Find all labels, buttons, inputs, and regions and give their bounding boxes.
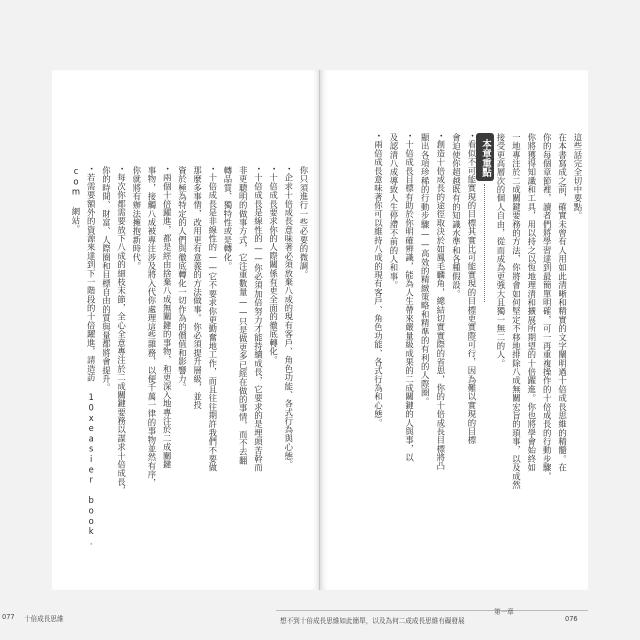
text-column: • 若需要額外的資源來達到下一階段的十倍躍進，請造訪 10xeasier book. — [85, 166, 97, 547]
text-column: • 十倍成長目標有助於你明確辨識，能為人生帶來嚴量級成果的二成關鍵的人與事，以 — [404, 133, 416, 462]
text-column: • 創造十倍成長的途徑取決於如鳳毛麟角，總結切實實際的省思，你的十倍成長目標將凸 — [435, 133, 447, 471]
text-column: 在本書寫成之前，確實未曾有人用如此清晰和精實的文字闡明過十倍成長思維的精髓。在 — [557, 133, 568, 472]
left-page-number: 077 — [2, 613, 15, 621]
text-column: 及認清八成導致人生停滯不前的人和事。 — [389, 133, 399, 290]
left-running-title: 十倍成長思維 — [24, 615, 64, 623]
chapter-summary-badge: 本章重點 — [476, 133, 494, 181]
text-column: 非更聰明的做事方式，它注重數量——只是做更多已經在做的事情，而不去翻 — [238, 166, 249, 465]
text-column: • 每次你都需要放下八成的細枝末節，全心全意專注於二成關鍵要務以謀求十倍成長， — [116, 166, 128, 495]
text-column: 轉品質、獨特性或是轉化。 — [223, 166, 233, 271]
text-column: 一地專注於二成關鍵要務的方法，你將會如何堅定不移地排除八成無關宏旨的瑣事，以及成然 — [511, 133, 522, 490]
text-column: 你將獲得知識和工具，用以持之以恆地理清和擴展所期望的十倍躍進。你也將學會始終如 — [526, 133, 537, 472]
text-column: 接受更高層次的個人自由，從而成為更強大且獨一無二的人。 — [496, 133, 506, 368]
text-column: 你的每個章節裡，讀者們將學習達到最簡單明確，可一再重複操作的十倍成長的行動步驟， — [542, 133, 553, 481]
text-column: 你的時間、財富、人際圈和目標自由的質與量都將會提升。 — [101, 166, 112, 392]
chapter-label: 第一章 — [494, 608, 514, 616]
text-column: com 網站。 — [71, 166, 81, 234]
text-column: • 企求十倍成長意味著必須放棄八成的現有客戶、角色功能、各式行為與心態。 — [283, 166, 295, 469]
text-column: • 兩個十倍躍進，都是經由捨棄八成無關鍵的事物，和更深入地專注於二成關鍵 — [161, 166, 173, 469]
footer-rule — [276, 610, 588, 611]
text-column: 顯出各項珍稀的行動步驟——高效的精緻策略和精準的有利的人際圈。 — [420, 133, 431, 406]
text-column: • 十倍成長是線性的——你必須加倍努力才能持續成長，它要求的是埋頭苦幹而 — [252, 166, 264, 472]
badge-divider — [484, 184, 486, 302]
text-column: 這些話完全切中要點。 — [573, 133, 583, 220]
text-column: • 兩倍成長意味著你可以維持八成的現有客戶、角色功能、各式行為和心態。 — [372, 133, 384, 427]
text-column: • 十倍成長是非線性的——它不要求你更勤奮地工作，而且往往期許我們不要做 — [207, 166, 219, 472]
text-column: 那麼多事情，改用更有意義的方法做事。你必須提升層級，並投 — [192, 166, 203, 410]
right-page-number: 076 — [565, 615, 578, 623]
text-column: • 十倍成長要求你的人際關係有更全面的徹底轉化。 — [268, 166, 280, 365]
text-column: 你就將有辦法擁抱新時代。 — [131, 166, 142, 271]
text-column: 資於極為特定的人們與徹底轉化一切作為的價值和影響力。 — [177, 166, 188, 392]
text-column: 事物，接觸八成被專注涉及將入代你處理這些雜務，以便千萬一律的事物並然有序， — [147, 166, 157, 488]
chapter-subtitle: 想不到十倍成長思維如此簡單，以及為何二成成長思維有礙發展 — [280, 617, 465, 625]
text-column: • 看似不可能實現的目標其實比可能實現的目標更實際可行，因為難以實現的目標 — [466, 133, 478, 444]
text-column: 會迫使你超越既有的知識水準和各種假設。 — [451, 133, 462, 299]
left-page — [2, 70, 320, 623]
text-column: 你只須進行一些必要的微調。 — [299, 166, 309, 279]
